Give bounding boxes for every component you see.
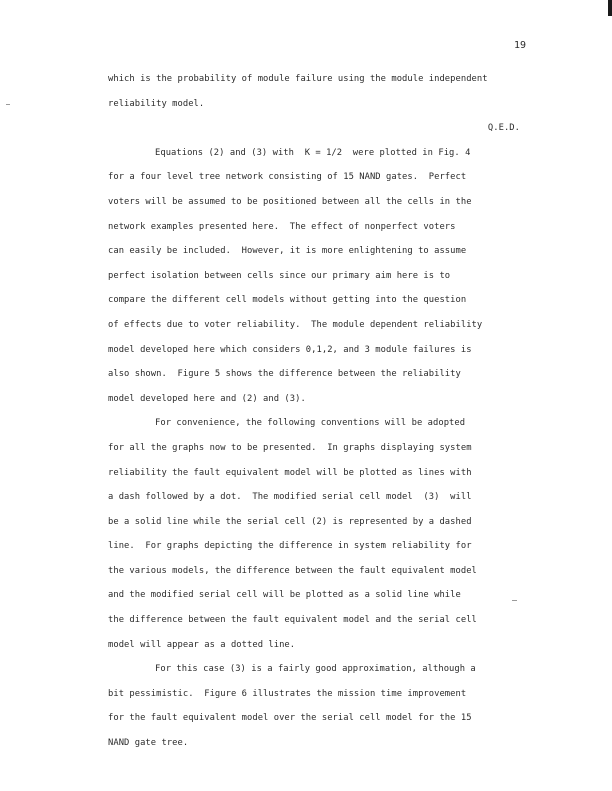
text-line: a dash followed by a dot. The modified serial cell model (3) will xyxy=(108,492,472,503)
text-line: perfect isolation between cells since our primary aim here is to xyxy=(108,270,451,281)
text-line: voters will be assumed to be positioned between all the cells in the xyxy=(108,196,472,207)
text-line: Equations (2) and (3) with K = 1/2 were plotted in Fig. 4 xyxy=(155,147,471,158)
text-line: which is the probability of module failure using the module independent xyxy=(108,74,488,84)
text-line: NAND gate tree. xyxy=(108,738,189,749)
qed-mark: Q.E.D. xyxy=(487,123,520,134)
text-line: network examples presented here. The effect of nonperfect voters xyxy=(108,221,456,232)
scan-speck xyxy=(6,104,10,105)
text-line: For this case (3) is a fairly good approximation, although a xyxy=(155,664,476,675)
text-line: model developed here and (2) and (3). xyxy=(108,393,306,404)
text-line: be a solid line while the serial cell (2) is represented by a dashed xyxy=(108,516,472,527)
body-text xyxy=(108,67,528,756)
text-line: for a four level tree network consisting of 15 NAND gates. Perfect xyxy=(108,172,467,183)
text-line: can easily be included. However, it is more enlightening to assume xyxy=(108,246,467,257)
text-line: of effects due to voter reliability. The module dependent reliability xyxy=(108,319,483,330)
text-line: bit pessimistic. Figure 6 illustrates the mission time improvement xyxy=(108,688,467,699)
text-line: model will appear as a dotted line. xyxy=(108,639,296,650)
text-line: for the fault equivalent model over the serial cell model for the 15 xyxy=(108,713,472,724)
text-line: for all the graphs now to be presented. In graphs displaying system xyxy=(108,442,472,453)
scan-edge-mark xyxy=(608,0,612,16)
text-line: also shown. Figure 5 shows the difference between the reliability xyxy=(108,369,461,380)
text-line: model developed here which considers 0,1,2, and 3 module failures is xyxy=(108,344,472,355)
text-line: compare the different cell models without getting into the question xyxy=(108,295,467,306)
text-line: For convenience, the following conventions will be adopted xyxy=(155,418,466,429)
text-line: reliability the fault equivalent model will be plotted as lines with xyxy=(108,467,472,478)
page-number: 19 xyxy=(513,40,526,51)
text-line: reliability model. xyxy=(108,98,205,109)
text-line: the various models, the difference between the fault equivalent model xyxy=(108,565,477,576)
text-line: line. For graphs depicting the difference in system reliability for xyxy=(108,541,472,552)
text-line: and the modified serial cell will be plotted as a solid line while xyxy=(108,590,461,601)
text-line: the difference between the fault equivalent model and the serial cell xyxy=(108,615,477,626)
